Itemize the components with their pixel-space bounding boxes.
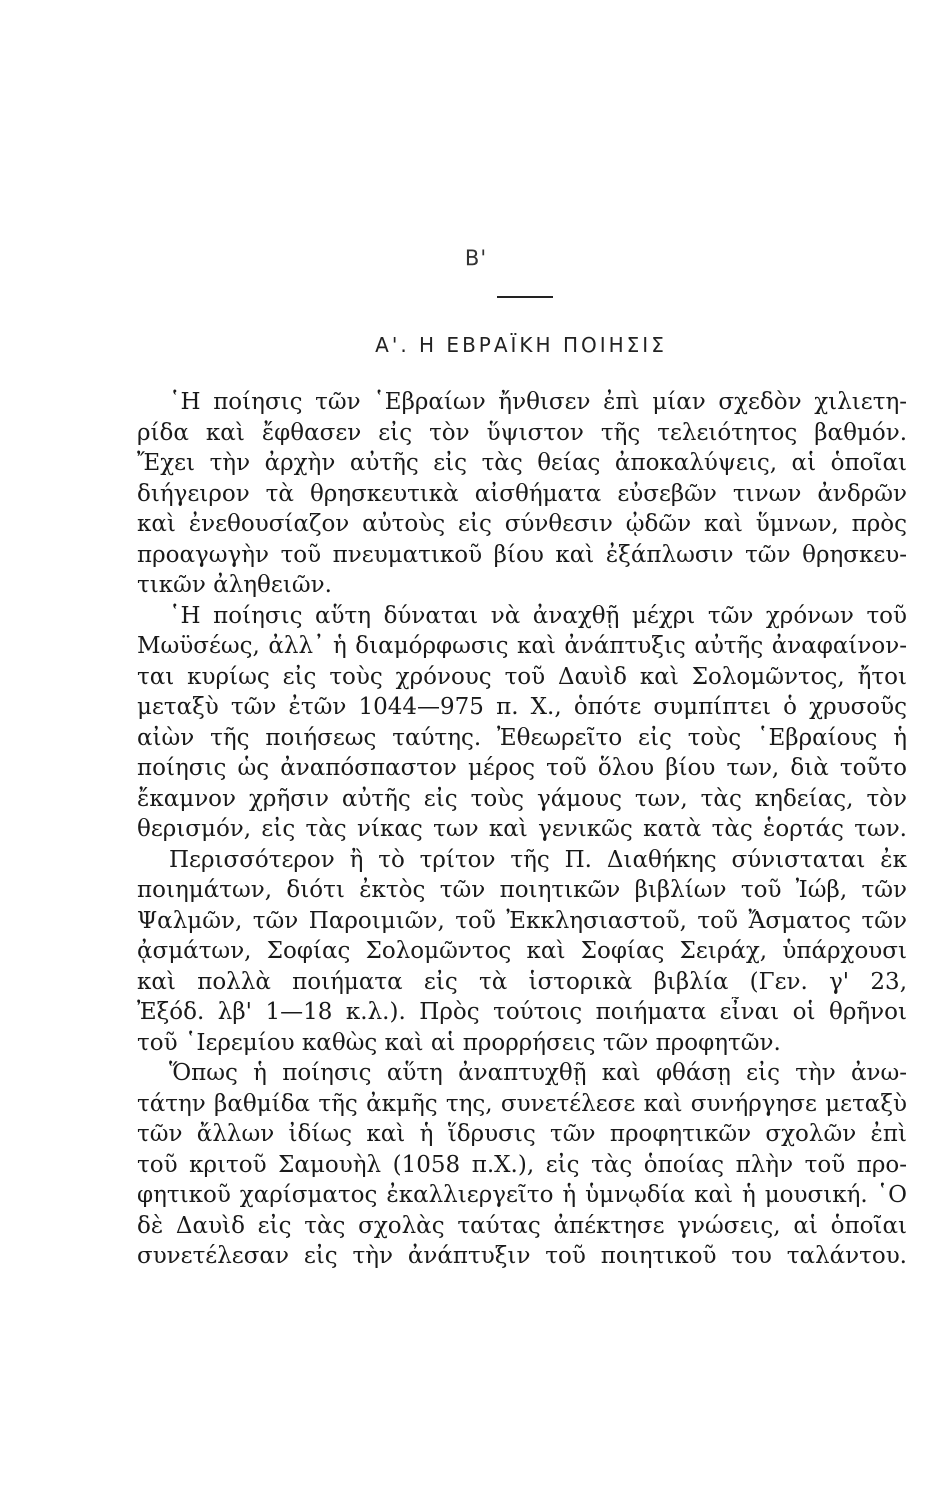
text-line: Ἔχει τὴν ἀρχὴν αὐτῆς εἰς τὰς θείας ἀποκαλύψεις, αἱ ὁποῖαι: [137, 450, 907, 476]
text-line: προαγωγὴν τοῦ πνευματικοῦ βίου καὶ ἐξάπλωσιν τῶν θρησκευ-: [137, 541, 907, 568]
text-line: ἔκαμνον χρῆσιν αὐτῆς εἰς τοὺς γάμους των, τὰς κηδείας, τὸν: [137, 785, 907, 812]
text-line: Ἐξόδ. λβ' 1—18 κ.λ.). Πρὸς τούτοις ποιήματα εἶναι οἱ θρῆνοι: [137, 999, 907, 1025]
chapter-title: Α'. Η ΕΒΡΑΪΚΗ ΠΟΙΗΣΙΣ: [375, 333, 667, 357]
text-line: ῾Η ποίησις τῶν ῾Εβραίων ἤνθισεν ἐπὶ μίαν σχεδὸν χιλιετη-: [169, 389, 907, 415]
text-line: τῶν ἄλλων ἰδίως καὶ ἡ ἵδρυσις τῶν προφητικῶν σχολῶν ἐπὶ: [137, 1121, 907, 1147]
text-line: ρίδα καὶ ἔφθασεν εἰς τὸν ὕψιστον τῆς τελειότητος βαθμόν.: [137, 419, 907, 446]
text-line: τικῶν ἀληθειῶν.: [137, 572, 332, 598]
text-line: ᾀσμάτων, Σοφίας Σολομῶντος καὶ Σοφίας Σειράχ, ὑπάρχουσι: [137, 938, 907, 964]
text-line: αἰὼν τῆς ποιήσεως ταύτης. Ἐθεωρεῖτο εἰς τοὺς ῾Εβραίους ἡ: [137, 724, 907, 751]
text-line: ται κυρίως εἰς τοὺς χρόνους τοῦ Δαυὶδ καὶ Σολομῶντος, ἤτοι: [137, 663, 907, 690]
text-line: δὲ Δαυὶδ εἰς τὰς σχολὰς ταύτας ἀπέκτησε γνώσεις, αἱ ὁποῖαι: [137, 1212, 907, 1239]
text-line: φητικοῦ χαρίσματος ἐκαλλιεργεῖτο ἡ ὑμνῳδία καὶ ἡ μουσική. ῾Ο: [137, 1182, 907, 1208]
text-line: Ψαλμῶν, τῶν Παροιμιῶν, τοῦ Ἐκκλησιαστοῦ, τοῦ Ἄσματος τῶν: [137, 907, 907, 934]
text-line: καὶ πολλὰ ποιήματα εἰς τὰ ἱστορικὰ βιβλία (Γεν. γ' 23,: [137, 968, 907, 995]
text-line: τάτην βαθμίδα τῆς ἀκμῆς της, συνετέλεσε καὶ συνήργησε μεταξὺ: [137, 1090, 907, 1117]
text-line: ῾Η ποίησις αὕτη δύναται νὰ ἀναχθῇ μέχρι τῶν χρόνων τοῦ: [169, 602, 907, 629]
body-text: [137, 387, 907, 1272]
text-line: διήγειρον τὰ θρησκευτικὰ αἰσθήματα εὐσεβῶν τινων ἀνδρῶν: [137, 480, 907, 507]
text-line: Ὅπως ἡ ποίησις αὕτη ἀναπτυχθῇ καὶ φθάσῃ εἰς τὴν ἀνω-: [169, 1060, 907, 1086]
text-line: ποιημάτων, διότι ἐκτὸς τῶν ποιητικῶν βιβλίων τοῦ Ἰώβ, τῶν: [137, 877, 907, 903]
text-line: ποίησις ὡς ἀναπόσπαστον μέρος τοῦ ὅλου βίου των, διὰ τοῦτο: [137, 755, 907, 781]
text-line: μεταξὺ τῶν ἐτῶν 1044—975 π. Χ., ὁπότε συμπίπτει ὁ χρυσοῦς: [137, 694, 907, 720]
text-line: θερισμόν, εἰς τὰς νίκας των καὶ γενικῶς κατὰ τὰς ἑορτάς των.: [137, 816, 907, 842]
part-number: Β': [464, 246, 488, 270]
text-line: συνετέλεσαν εἰς τὴν ἀνάπτυξιν τοῦ ποιητικοῦ του ταλάντου.: [137, 1243, 907, 1269]
title-divider: [497, 296, 553, 298]
text-line: τοῦ κριτοῦ Σαμουὴλ (1058 π.Χ.), εἰς τὰς ὁποίας πλὴν τοῦ προ-: [137, 1151, 907, 1178]
text-line: τοῦ ῾Ιερεμίου καθὼς καὶ αἱ προρρήσεις τῶν προφητῶν.: [137, 1029, 781, 1056]
text-line: καὶ ἐνεθουσίαζον αὐτοὺς εἰς σύνθεσιν ᾠδῶν καὶ ὕμνων, πρὸς: [137, 511, 907, 537]
text-line: Μωϋσέως, ἀλλ᾽ ἡ διαμόρφωσις καὶ ἀνάπτυξις αὐτῆς ἀναφαίνον-: [137, 633, 907, 659]
text-line: Περισσότερον ἢ τὸ τρίτον τῆς Π. Διαθήκης σύνισταται ἐκ: [169, 846, 907, 873]
